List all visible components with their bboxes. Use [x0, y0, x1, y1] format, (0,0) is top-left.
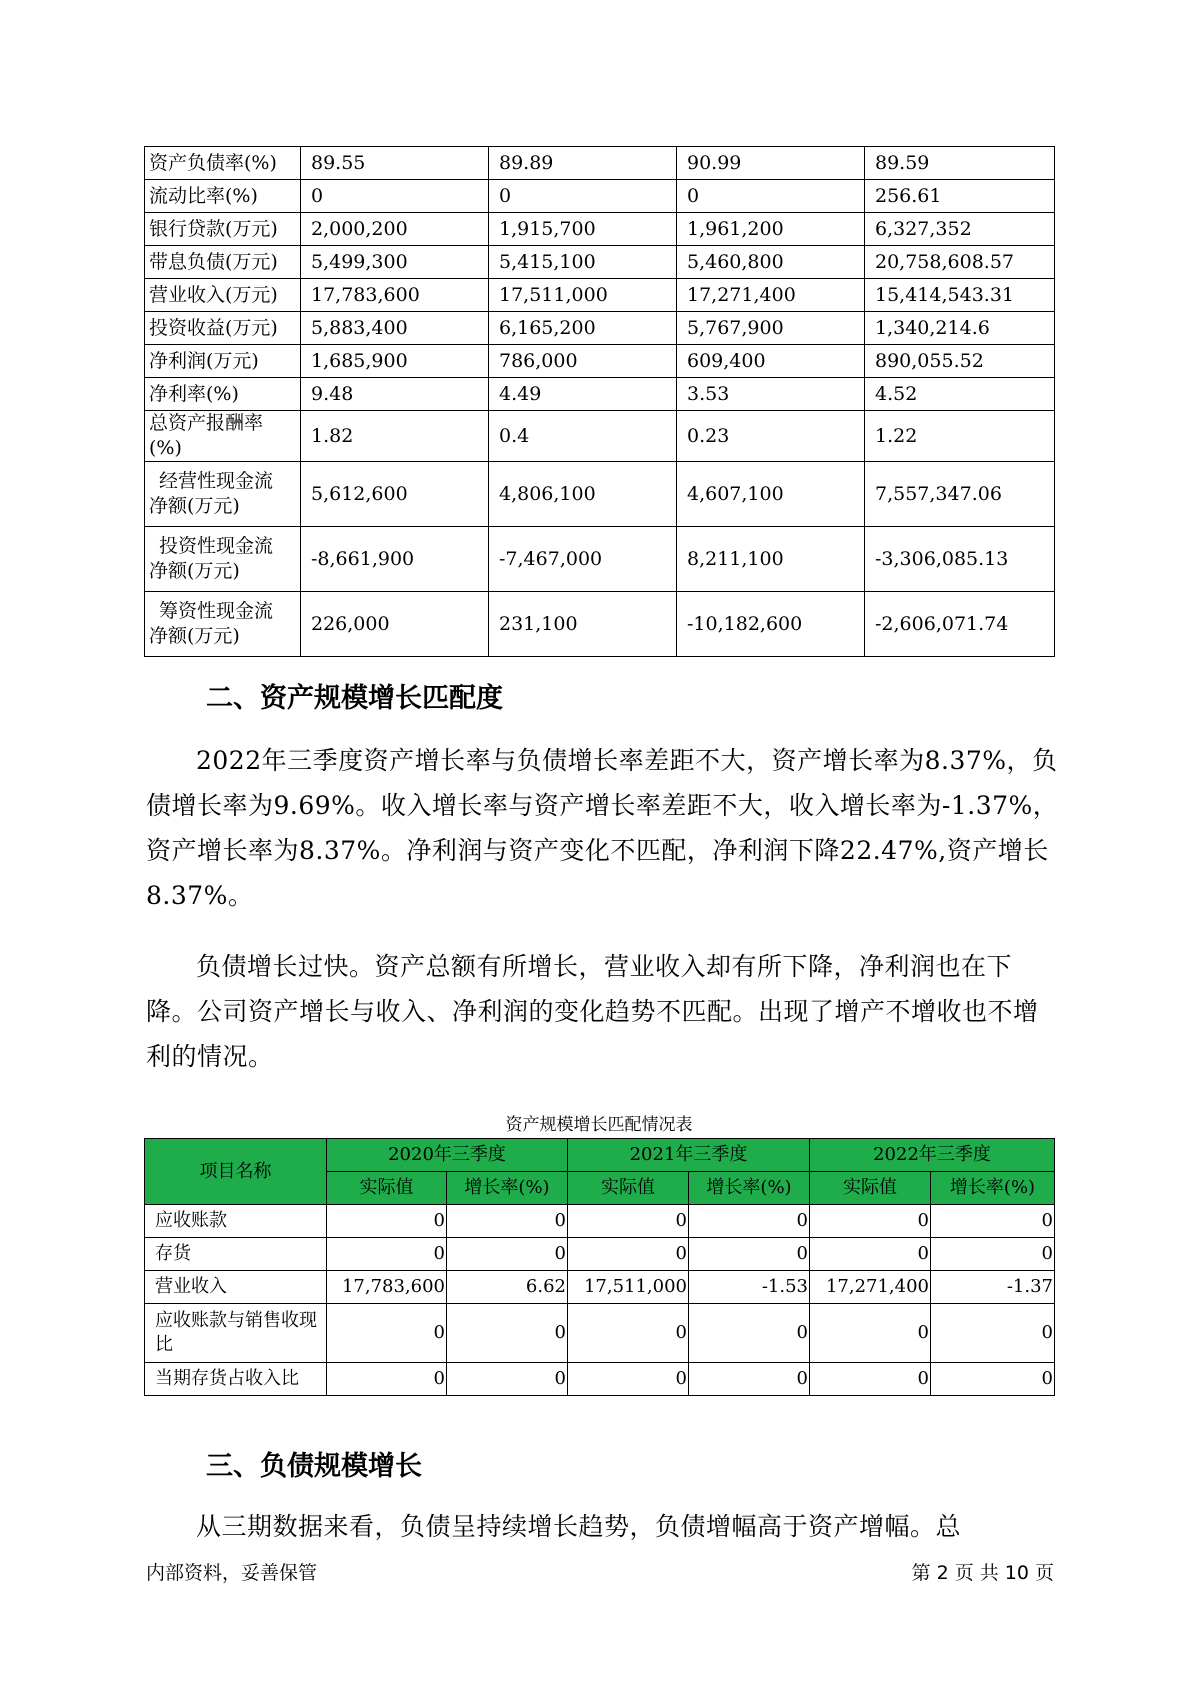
cell-value: 5,499,300 [301, 246, 489, 279]
cell-value: 5,460,800 [677, 246, 865, 279]
cell-value: 1,961,200 [677, 213, 865, 246]
cell-value: 4.52 [865, 378, 1055, 411]
cell-value: 890,055.52 [865, 345, 1055, 378]
cell-growth: 0 [931, 1238, 1055, 1271]
row-label: 总资产报酬率(%) [145, 411, 301, 462]
cell-value: 89.55 [301, 147, 489, 180]
row-label: 净利率(%) [145, 378, 301, 411]
cell-value: 20,758,608.57 [865, 246, 1055, 279]
cell-actual: 0 [327, 1205, 447, 1238]
cell-growth: 0 [689, 1238, 810, 1271]
table-row [145, 1304, 1055, 1363]
table-row [145, 1238, 1055, 1271]
row-label: 存货 [145, 1238, 327, 1271]
cell-value: 4.49 [489, 378, 677, 411]
cell-value: 7,557,347.06 [865, 462, 1055, 527]
paragraph: 从三期数据来看，负债呈持续增长趋势，负债增幅高于资产增幅。总 [196, 1512, 962, 1541]
header-growth: 增长率(%) [931, 1172, 1055, 1205]
header-actual: 实际值 [568, 1172, 689, 1205]
cell-value: 90.99 [677, 147, 865, 180]
cell-value: 5,883,400 [301, 312, 489, 345]
table-row [145, 1271, 1055, 1304]
cell-value: 0 [677, 180, 865, 213]
section-heading: 三、负债规模增长 [206, 1451, 422, 1482]
cell-value: 226,000 [301, 592, 489, 657]
cell-growth: 0 [447, 1363, 568, 1396]
header-period: 2020年三季度 [327, 1139, 568, 1172]
cell-value: 17,271,400 [677, 279, 865, 312]
cell-actual: 17,783,600 [327, 1271, 447, 1304]
cell-value: -3,306,085.13 [865, 527, 1055, 592]
section-heading: 二、资产规模增长匹配度 [206, 683, 503, 714]
cell-value: 1,915,700 [489, 213, 677, 246]
cell-value: 15,414,543.31 [865, 279, 1055, 312]
cell-value: 256.61 [865, 180, 1055, 213]
cell-value: 6,327,352 [865, 213, 1055, 246]
cell-value: 1.22 [865, 411, 1055, 462]
table-row [145, 462, 1055, 527]
cell-value: 2,000,200 [301, 213, 489, 246]
cell-value: 8,211,100 [677, 527, 865, 592]
cell-actual: 0 [327, 1238, 447, 1271]
table-row [145, 279, 1055, 312]
table-row [145, 592, 1055, 657]
row-label: 营业收入 [145, 1271, 327, 1304]
header-period: 2021年三季度 [568, 1139, 810, 1172]
row-label: 资产负债率(%) [145, 147, 301, 180]
footer-confidential: 内部资料，妥善保管 [146, 1562, 318, 1584]
footer-page-number: 第 2 页 共 10 页 [911, 1562, 1054, 1584]
cell-actual: 0 [810, 1205, 931, 1238]
table-row [145, 246, 1055, 279]
header-growth: 增长率(%) [447, 1172, 568, 1205]
cell-value: 3.53 [677, 378, 865, 411]
cell-value: 5,767,900 [677, 312, 865, 345]
cell-growth: -1.53 [689, 1271, 810, 1304]
cell-value: 786,000 [489, 345, 677, 378]
paragraph: 2022年三季度资产增长率与负债增长率差距不大，资产增长率为8.37%，负债增长率为9.69%。收入增长率与资产增长率差距不大，收入增长率为-1.37%，资产增长率为8.37%。净利润与资产变化不匹配，净利润下降22.47%,资产增长8.37%。 [146, 746, 1059, 910]
row-label: 经营性现金流净额(万元) [145, 462, 301, 527]
row-label: 投资收益(万元) [145, 312, 301, 345]
cell-growth: 6.62 [447, 1271, 568, 1304]
header-period: 2022年三季度 [810, 1139, 1055, 1172]
table-row [145, 527, 1055, 592]
paragraph: 负债增长过快。资产总额有所增长，营业收入却有所下降，净利润也在下降。公司资产增长与收入、净利润的变化趋势不匹配。出现了增产不增收也不增利的情况。 [146, 952, 1039, 1071]
row-label: 当期存货占收入比 [145, 1363, 327, 1396]
cell-value: 4,607,100 [677, 462, 865, 527]
cell-value: -7,467,000 [489, 527, 677, 592]
header-growth: 增长率(%) [689, 1172, 810, 1205]
cell-actual: 0 [568, 1205, 689, 1238]
row-label: 筹资性现金流净额(万元) [145, 592, 301, 657]
cell-value: 17,511,000 [489, 279, 677, 312]
row-label: 净利润(万元) [145, 345, 301, 378]
cell-actual: 0 [810, 1304, 931, 1363]
cell-value: -10,182,600 [677, 592, 865, 657]
financial-indicators-table [144, 146, 1055, 657]
cell-growth: -1.37 [931, 1271, 1055, 1304]
cell-value: 5,415,100 [489, 246, 677, 279]
row-label: 应收账款 [145, 1205, 327, 1238]
cell-actual: 0 [568, 1304, 689, 1363]
cell-actual: 0 [327, 1304, 447, 1363]
header-item-name: 项目名称 [145, 1139, 327, 1205]
cell-actual: 0 [568, 1238, 689, 1271]
row-label: 带息负债(万元) [145, 246, 301, 279]
cell-value: 1,340,214.6 [865, 312, 1055, 345]
cell-growth: 0 [689, 1205, 810, 1238]
cell-value: 89.59 [865, 147, 1055, 180]
cell-growth: 0 [447, 1238, 568, 1271]
table-row [145, 180, 1055, 213]
cell-growth: 0 [689, 1304, 810, 1363]
cell-value: 89.89 [489, 147, 677, 180]
asset-growth-match-table [144, 1138, 1055, 1396]
cell-growth: 0 [931, 1205, 1055, 1238]
cell-value: 0.4 [489, 411, 677, 462]
cell-value: 9.48 [301, 378, 489, 411]
cell-value: 0.23 [677, 411, 865, 462]
cell-value: 5,612,600 [301, 462, 489, 527]
table-row [145, 345, 1055, 378]
cell-growth: 0 [447, 1304, 568, 1363]
cell-value: 1.82 [301, 411, 489, 462]
cell-value: 0 [489, 180, 677, 213]
header-actual: 实际值 [810, 1172, 931, 1205]
table-row [145, 147, 1055, 180]
cell-actual: 17,271,400 [810, 1271, 931, 1304]
cell-value: 1,685,900 [301, 345, 489, 378]
table-row [145, 378, 1055, 411]
cell-value: 0 [301, 180, 489, 213]
table-row [145, 1363, 1055, 1396]
cell-growth: 0 [931, 1363, 1055, 1396]
row-label: 投资性现金流净额(万元) [145, 527, 301, 592]
header-actual: 实际值 [327, 1172, 447, 1205]
table-row [145, 411, 1055, 462]
cell-value: 6,165,200 [489, 312, 677, 345]
table-row [145, 312, 1055, 345]
table-row [145, 213, 1055, 246]
row-label: 流动比率(%) [145, 180, 301, 213]
table-caption: 资产规模增长匹配情况表 [505, 1115, 693, 1135]
cell-growth: 0 [447, 1205, 568, 1238]
cell-actual: 0 [810, 1238, 931, 1271]
cell-growth: 0 [931, 1304, 1055, 1363]
cell-value: 17,783,600 [301, 279, 489, 312]
row-label: 营业收入(万元) [145, 279, 301, 312]
cell-value: -8,661,900 [301, 527, 489, 592]
cell-value: 231,100 [489, 592, 677, 657]
cell-actual: 0 [327, 1363, 447, 1396]
cell-value: 609,400 [677, 345, 865, 378]
cell-value: 4,806,100 [489, 462, 677, 527]
table-row [145, 1205, 1055, 1238]
cell-actual: 17,511,000 [568, 1271, 689, 1304]
cell-growth: 0 [689, 1363, 810, 1396]
row-label: 银行贷款(万元) [145, 213, 301, 246]
cell-actual: 0 [810, 1363, 931, 1396]
cell-value: -2,606,071.74 [865, 592, 1055, 657]
row-label: 应收账款与销售收现比 [145, 1304, 327, 1363]
cell-actual: 0 [568, 1363, 689, 1396]
